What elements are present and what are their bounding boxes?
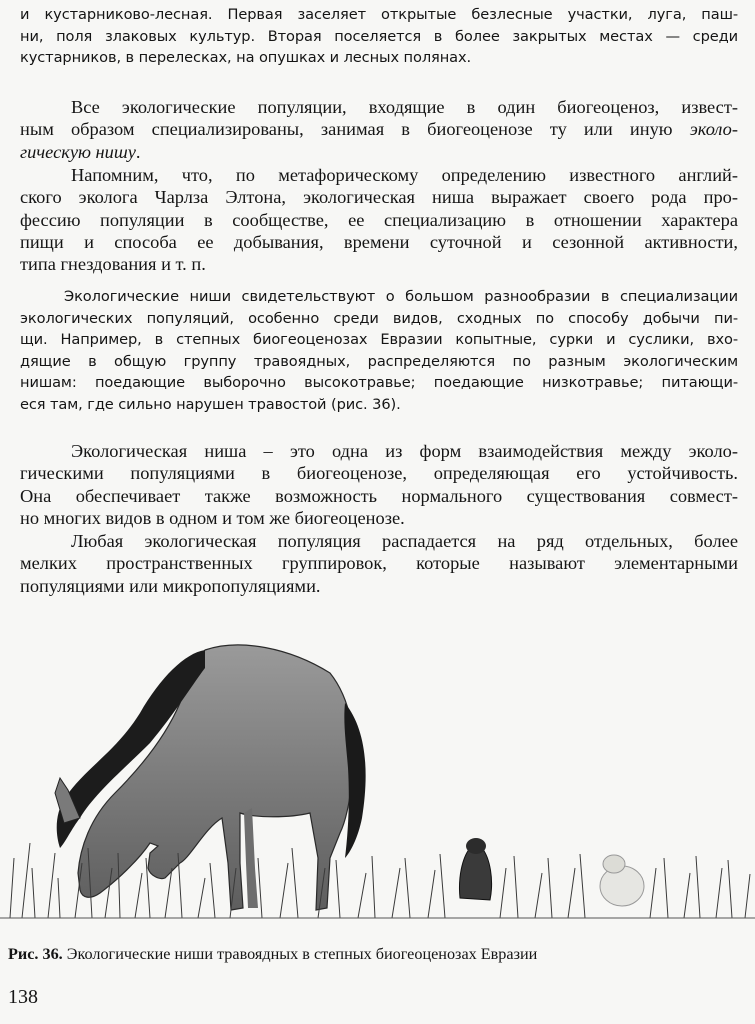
text-line: гическими популяциями в биогеоценозе, определяющая его устойчивость.: [20, 463, 738, 484]
small-text-block: [20, 286, 738, 416]
text-line: популяциями или микропопуляциями.: [20, 575, 321, 596]
text-line: [20, 118, 738, 140]
text-line: Напомним, что, по метафорическому определению известного англий-: [71, 165, 738, 185]
text-line: Все экологические популяции, входящие в один биогеоценоз, извест-: [71, 97, 738, 117]
text-line: пищи и способа ее добывания, времени суточной и сезонной активности,: [20, 231, 738, 252]
text-line: мелких пространственных группировок, которые называют элементарными: [20, 553, 738, 574]
text-line: экологических популяций, особенно среди видов, сходных по способу добычи пи-: [20, 309, 738, 327]
horse-body: [78, 645, 354, 910]
italic-term: эколо-: [689, 119, 738, 140]
text-line: Любая экологическая популяция распадается на ряд отдельных, более: [71, 531, 738, 551]
figure-caption: [8, 945, 537, 964]
caption-label: Рис. 36.: [8, 945, 63, 963]
text-line: [20, 141, 738, 163]
text-line: и кустарниково-лесная. Первая заселяет открытые безлесные участки, луга, паш-: [20, 6, 738, 23]
text-line: кустарников, в перелесках, на опушках и лесных полянах.: [20, 49, 472, 67]
text-line: Она обеспечивает также возможность нормального существования совмест-: [20, 485, 738, 506]
marmot-head: [466, 838, 486, 854]
text-line: типа гнездования и т. п.: [20, 254, 206, 275]
squirrel-body: [600, 866, 644, 906]
text-line: дящие в общую группу травоядных, распределяются по разным экологическим: [20, 352, 738, 370]
text-line: Экологическая ниша – это одна из форм взаимодействия между эколо-: [71, 441, 738, 461]
page-number: 138: [8, 986, 38, 1008]
caption-text: Экологические ниши травоядных в степных биогеоценозах Евразии: [62, 945, 538, 963]
figure-herbivores-illustration: [0, 618, 755, 948]
text-line: ского эколога Чарлза Элтона, экологическая ниша выражает своего рода про-: [20, 187, 738, 208]
paragraph-niche-definition: [20, 440, 738, 529]
italic-term: гическую нишу: [20, 141, 136, 162]
marmot-figure: [459, 838, 491, 900]
text-fragment: .: [135, 141, 141, 162]
text-line: еся там, где сильно нарушен травостой (рис. 36).: [20, 395, 401, 413]
horse-leg: [244, 808, 258, 908]
paragraph-elton: [20, 164, 738, 275]
ground-squirrel-figure: [600, 855, 644, 906]
text-line: фессию популяции в сообществе, ее специализацию в отношении характера: [20, 209, 738, 230]
text-line: щи. Например, в степных биогеоценозах Евразии копытные, сурки и суслики, вхо-: [20, 331, 738, 349]
text-line: но многих видов в одном и том же биогеоценозе.: [20, 507, 405, 528]
squirrel-head: [603, 855, 625, 873]
top-text-block: [20, 4, 738, 69]
paragraph-populations: [20, 96, 738, 163]
text-line: ни, поля злаковых культур. Вторая поселяется в более закрытых местах — среди: [20, 27, 738, 45]
paragraph-micropopulations: [20, 530, 738, 597]
text-line: нишам: поедающие выборочно высокотравье; поедающие низкотравье; питающи-: [20, 374, 738, 392]
text-line: Экологические ниши свидетельствуют о большом разнообразии в специализации: [64, 288, 738, 305]
text-fragment: ным образом специализированы, занимая в биогеоценозе ту или иную: [20, 119, 690, 140]
